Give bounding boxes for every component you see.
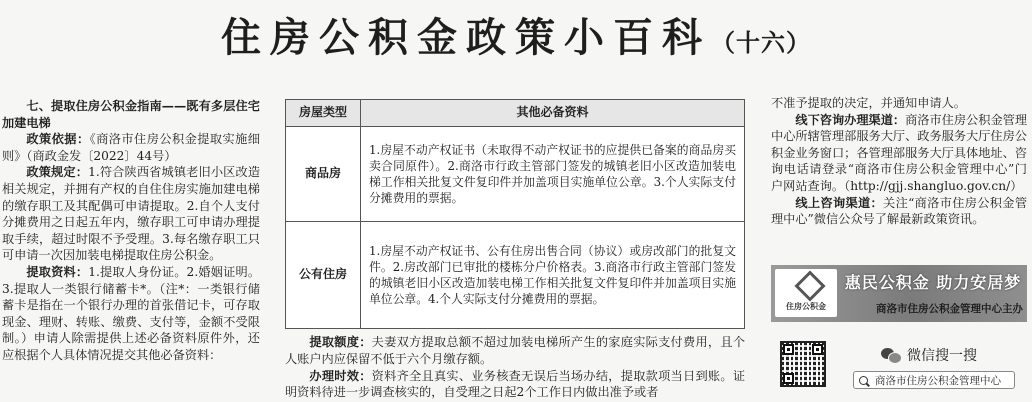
- table-header-row: [286, 100, 745, 127]
- header-type: 房屋类型: [286, 100, 361, 127]
- required-materials: 提取资料：1.提取人身份证。2.婚姻证明。3.提取人一类银行储蓄卡*。（注*：一类银行储蓄卡是指在一个银行办理的首张借记卡，可存取现金、理财、转账、缴费、支付等，金额不受限制。）申请人除需提供上述必备资料原件外，还应根据个人具体情况提交其他必备资料：: [2, 264, 261, 362]
- banner-slogan: 惠民公积金 助力安居梦: [844, 273, 1022, 292]
- middle-column-text: [285, 334, 745, 401]
- section-heading: 七、提取住房公积金指南——既有多层住宅加建电梯: [2, 99, 260, 130]
- header-docs: 其他必备资料: [361, 100, 745, 127]
- banner-sponsor: 商洛市住房公积金管理中心主办: [876, 303, 1023, 315]
- page-title: [0, 6, 1032, 61]
- table-row: [286, 222, 745, 329]
- materials-table: [285, 99, 745, 329]
- withdrawal-amount: 提取额度：夫妻双方提取总额不超过加装电梯所产生的家庭实际支付费用，且个人账户内应保留不低于六个月缴存额。: [285, 335, 746, 366]
- qr-code-icon: [780, 341, 826, 387]
- row-type: 公有住房: [286, 222, 361, 329]
- row-type: 商品房: [286, 127, 361, 222]
- wechat-search-label: [881, 345, 977, 365]
- row-docs: 1.房屋不动产权证书（未取得不动产权证书的应提供已备案的商品房买卖合同原件）。2.商洛市行政主管部门签发的城镇老旧小区改造加装电梯工作相关批复文件复印件并加盖项目实施单位公章。3.个人实际支付分摊费用的票据。: [361, 127, 745, 222]
- processing-time: 办理时效：资料齐全且真实、业务核查无误后当场办结，提取款项当日到账。证明资料待进一步调查核实的，自受理之日起2个工作日内做出准予或者: [285, 368, 746, 400]
- wechat-label: 微信搜一搜: [907, 348, 977, 364]
- wechat-icon: [881, 347, 901, 363]
- policy-rules: 政策规定：1.符合陕西省城镇老旧小区改造相关规定，并拥有产权的自住住房实施加建电梯的缴存职工及其配偶可申请提取。2.自个人支付分摊费用之日起五年内，缴存职工可申请办理提取手续，超过时限不予受理。3.每名缴存职工只可申请一次因加装电梯提取住房公积金。: [2, 165, 261, 263]
- online-channel: 线上咨询渠道：关注“商洛市住房公积金管理中心”微信公众号了解最新政策资讯。: [771, 195, 1028, 227]
- row-docs: 1.房屋不动产权证书、公有住房出售合同（协议）或房改部门的批复文件。2.房改部门已审批的楼栋分户价格表。3.商洛市行政主管部门签发的城镇老旧小区改造加装电梯工作相关批复文件复印件并加盖项目实施单位公章。4.个人实际支付分摊费用的票据。: [361, 222, 745, 329]
- table-row: [286, 127, 745, 222]
- promo-banner: [771, 265, 1027, 322]
- logo-icon: [794, 270, 825, 301]
- wechat-search-box: [853, 371, 1015, 389]
- logo-text: 住房公积金: [786, 302, 826, 311]
- policy-basis: 政策依据：《商洛市住房公积金提取实施细则》（商政金发〔2022〕44号）: [2, 132, 260, 163]
- left-column: [2, 98, 260, 364]
- right-column: [771, 95, 1027, 228]
- search-text: 商洛市住房公积金管理中心: [875, 374, 1001, 387]
- title-main: 住房公积金政策小百科: [221, 15, 711, 61]
- offline-channel: 线下咨询办理渠道：商洛市住房公积金管理中心所辖管理部服务大厅、政务服务大厅住房公积金业务窗口；各管理部服务大厅具体地址、咨询电话请登录“商洛市住房公积金管理中心”门户网站查询。（http://gjj.shangluo.gov.cn/）: [771, 112, 1028, 193]
- title-issue: （十六）: [711, 29, 811, 57]
- search-icon: [859, 376, 868, 385]
- logo: [775, 269, 837, 317]
- continued-text: 不准予提取的决定，并通知申请人。: [771, 96, 966, 110]
